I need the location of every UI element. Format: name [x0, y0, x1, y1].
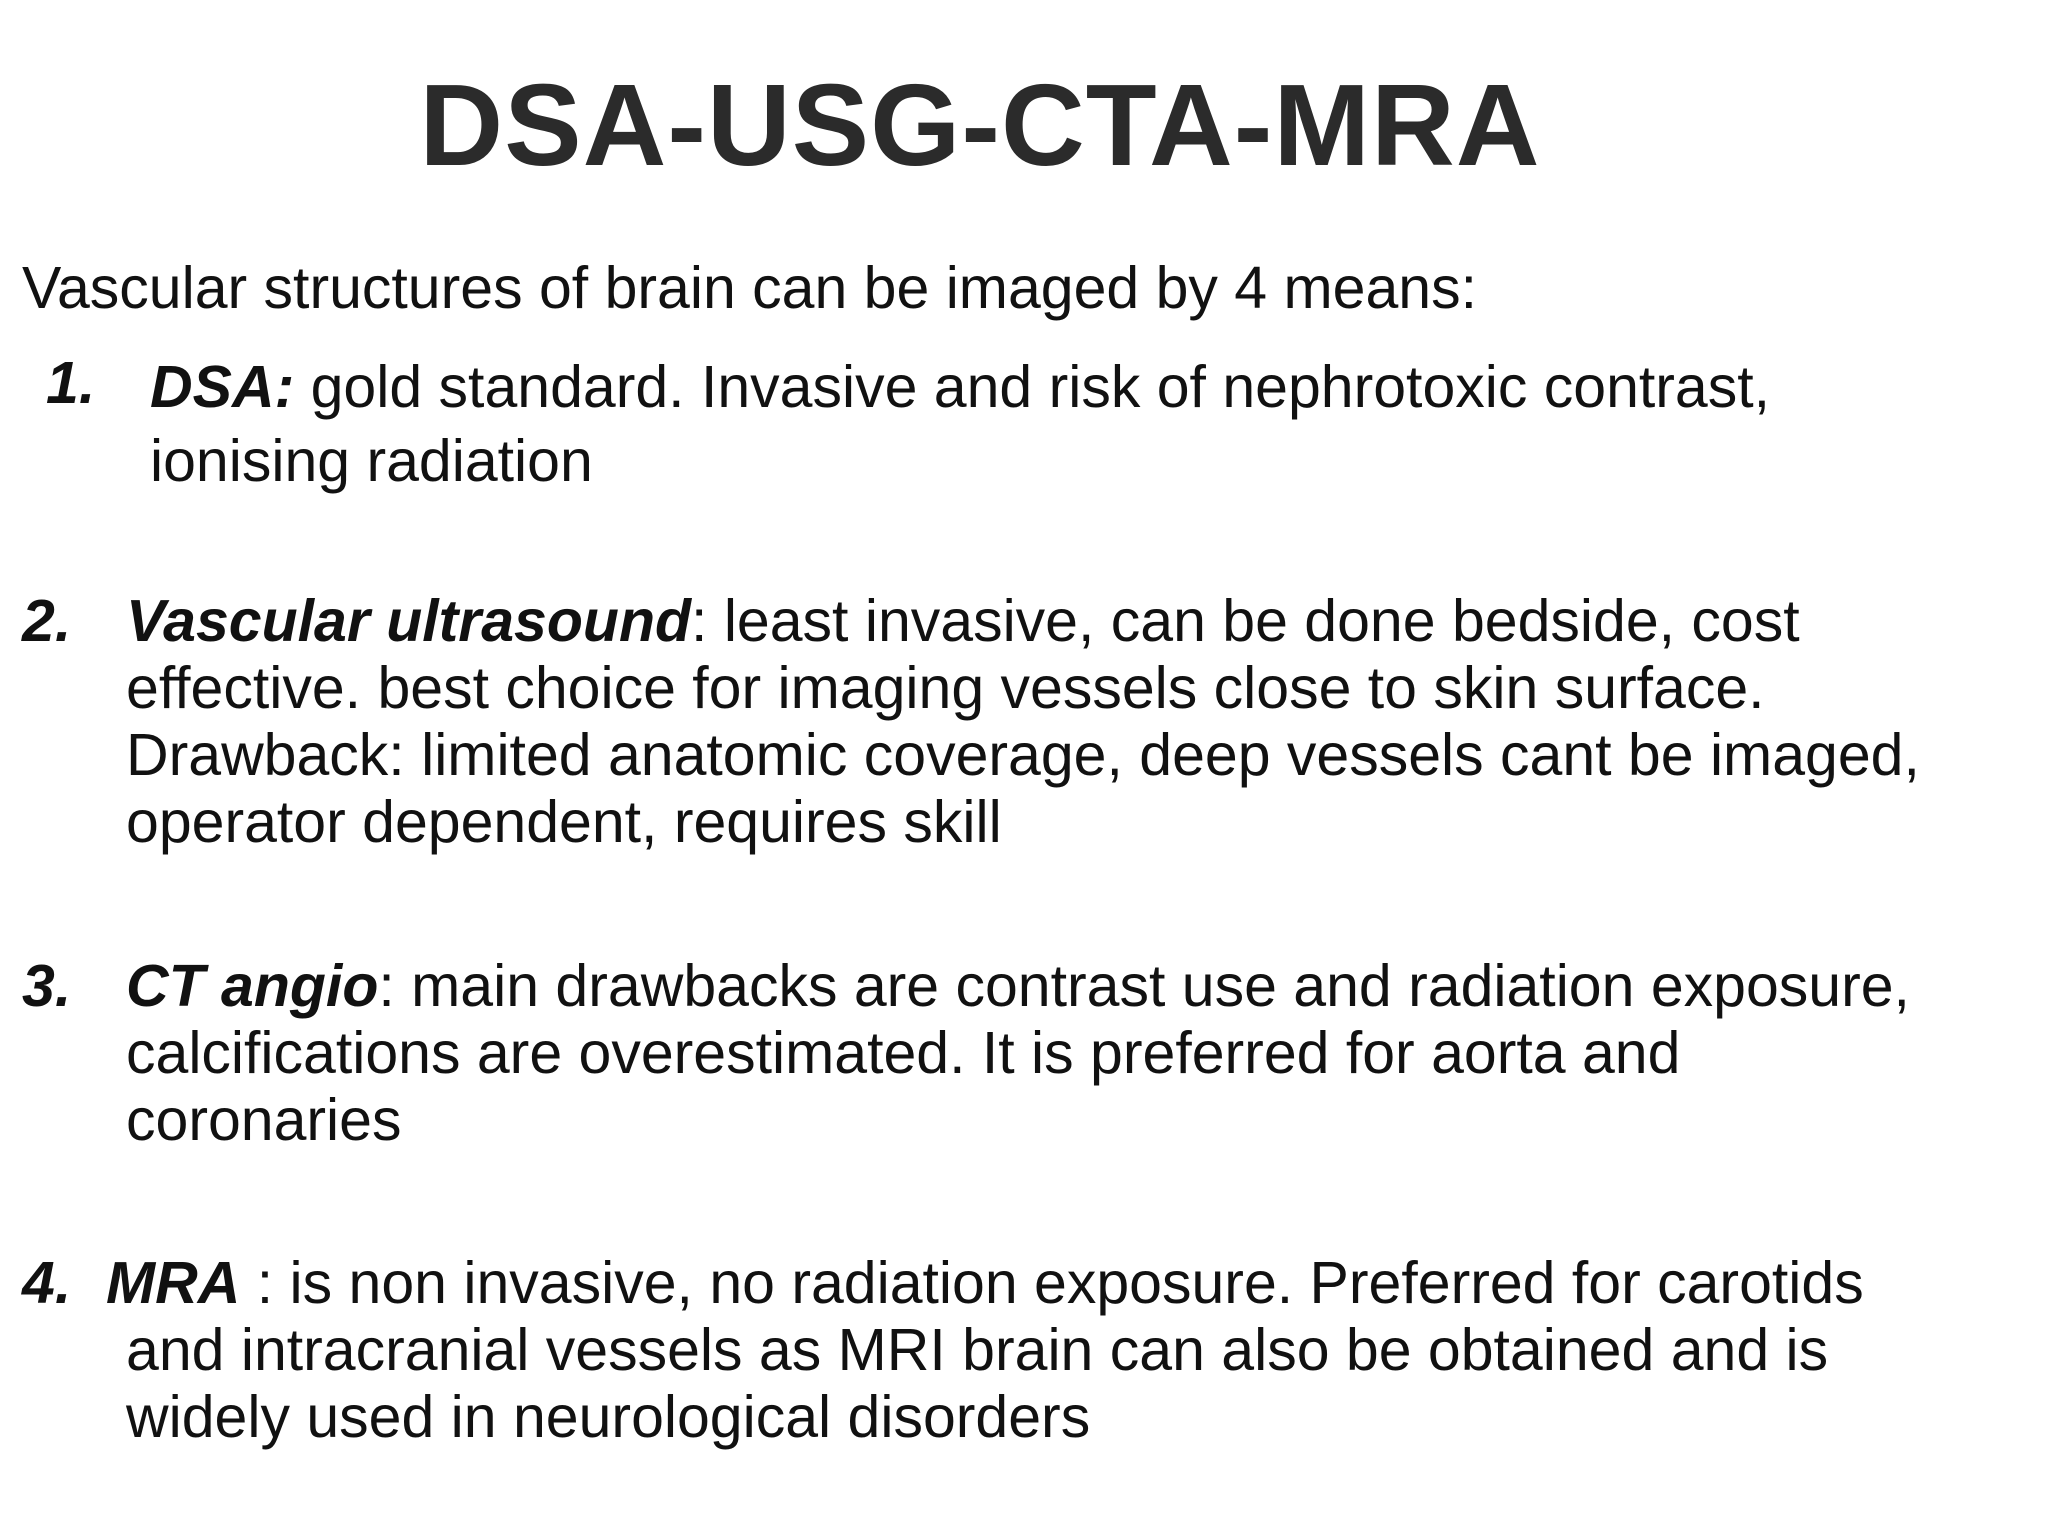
list-item-term: MRA: [106, 1250, 241, 1316]
list-item-vascular-ultrasound: [0, 588, 2048, 868]
list-item-line: [126, 953, 1910, 1020]
list-item-text: : least invasive, can be done bedside, cost: [691, 588, 1800, 654]
list-item-body: [150, 350, 1770, 498]
slide-title: DSA-USG-CTA-MRA: [419, 60, 1541, 190]
list-item-term: Vascular ultrasound: [126, 588, 692, 654]
list-item-line: operator dependent, requires skill: [126, 789, 1002, 855]
intro-text: Vascular structures of brain can be imaged by 4 means:: [22, 255, 1477, 321]
list-number: 4.: [22, 1250, 72, 1316]
list-item-line: [126, 588, 1920, 655]
list-item-line: Drawback: limited anatomic coverage, deep vessels cant be imaged,: [126, 722, 1920, 788]
list-number: 1.: [46, 350, 96, 416]
list-number: 3.: [22, 953, 72, 1019]
list-item-line: [150, 350, 1770, 424]
list-item-line: effective. best choice for imaging vessels close to skin surface.: [126, 655, 1765, 721]
list-item-line: and intracranial vessels as MRI brain can also be obtained and is: [126, 1317, 1829, 1383]
list-item-term: DSA:: [150, 354, 295, 420]
list-item-text: : is non invasive, no radiation exposure. Preferred for carotids: [240, 1250, 1864, 1316]
list-item-text: gold standard. Invasive and risk of nephrotoxic contrast,: [294, 354, 1771, 420]
list-item-dsa: [0, 350, 2048, 500]
list-item-line: coronaries: [126, 1087, 402, 1153]
list-item-body: [126, 588, 1920, 856]
list-number: 2.: [22, 588, 72, 654]
list-item-body: [106, 1250, 1864, 1451]
list-item-line: calcifications are overestimated. It is preferred for aorta and: [126, 1020, 1681, 1086]
list-item-ct-angio: [0, 953, 2048, 1163]
list-item-line: [106, 1250, 1864, 1317]
list-item-text: : main drawbacks are contrast use and radiation exposure,: [378, 953, 1910, 1019]
list-item-body: [126, 953, 1910, 1154]
list-item-line: widely used in neurological disorders: [126, 1384, 1091, 1450]
list-item-line: ionising radiation: [150, 428, 593, 494]
list-item-mra: [0, 1250, 2048, 1460]
list-item-term: CT angio: [126, 953, 379, 1019]
